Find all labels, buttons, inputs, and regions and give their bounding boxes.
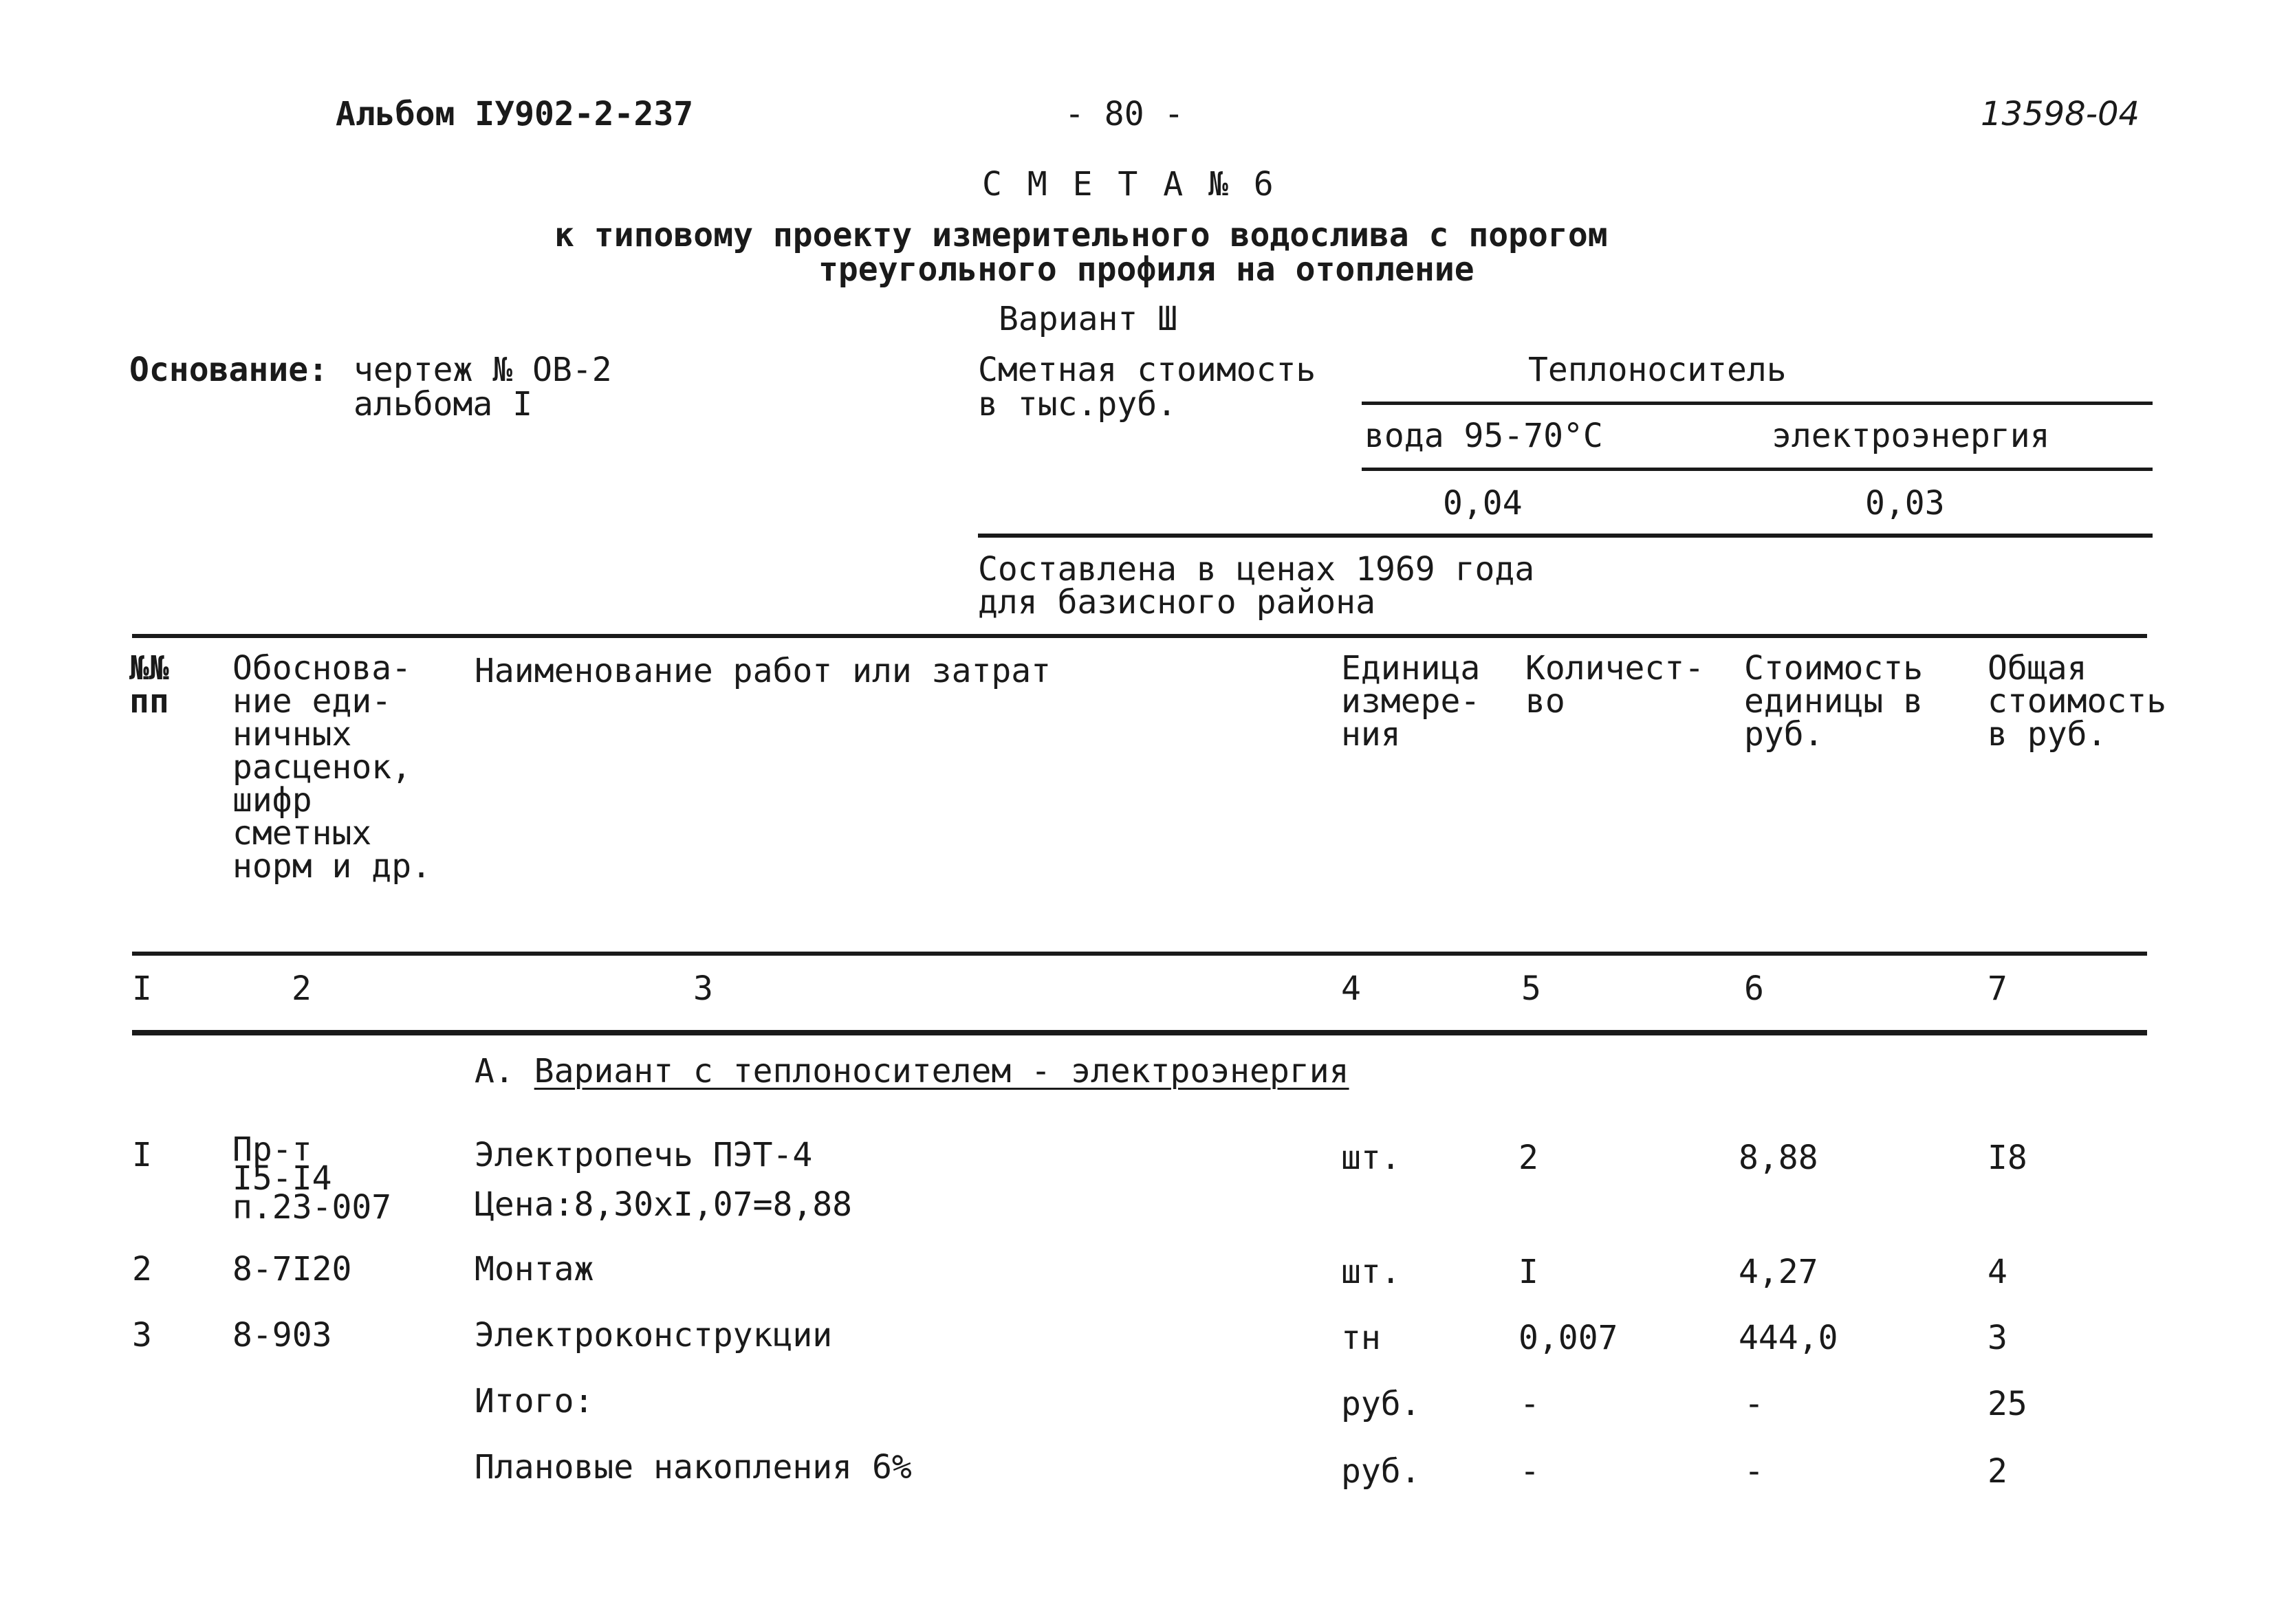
column-number-5: 5 xyxy=(1521,969,1541,1008)
row-1-qty: 2 xyxy=(1519,1139,1538,1177)
carrier-header: Теплоноситель xyxy=(1528,351,1787,389)
column-number-7: 7 xyxy=(1988,969,2007,1008)
carrier-water: вода 95-70°С xyxy=(1364,417,1603,455)
row-1-code-3: п.23-007 xyxy=(232,1188,392,1227)
section-title: Вариант с теплоносителем - электроэнергия xyxy=(534,1052,1349,1090)
prices-line-2: для базисного района xyxy=(978,583,1375,622)
value-electricity: 0,03 xyxy=(1865,484,1945,523)
row-1-unit-price: 8,88 xyxy=(1739,1139,1818,1177)
variant-label: Вариант Ш xyxy=(999,300,1178,338)
row-3-name: Электроконструкции xyxy=(475,1316,833,1354)
basis-album: альбома I xyxy=(353,385,533,424)
row-2-unit-price: 4,27 xyxy=(1739,1253,1818,1291)
page-number: - 80 - xyxy=(1065,95,1184,133)
table-top-rule xyxy=(132,634,2147,638)
album-number: Альбом IУ902-2-237 xyxy=(336,95,694,133)
document-title: С М Е Т А № 6 xyxy=(982,165,1276,204)
carrier-electricity: электроэнергия xyxy=(1772,417,2050,455)
basis-drawing: чертеж № ОВ-2 xyxy=(353,351,612,389)
header-col-6: Стоимость единицы в руб. xyxy=(1744,649,1924,754)
column-number-2: 2 xyxy=(292,969,312,1008)
row-1-code-1: Пр-т xyxy=(232,1130,312,1169)
subtitle-line-2: треугольного профиля на отопление xyxy=(818,250,1474,289)
planned-savings-label: Плановые накопления 6% xyxy=(475,1448,912,1486)
row-3-total: 3 xyxy=(1988,1319,2007,1357)
subtotal-unit-price: - xyxy=(1744,1385,1764,1423)
prices-line-1: Составлена в ценах 1969 года xyxy=(978,550,1535,589)
header-col-7: Общая стоимость в руб. xyxy=(1988,649,2167,754)
numbers-bottom-rule xyxy=(132,1030,2147,1035)
row-1-unit: шт. xyxy=(1341,1139,1401,1177)
header-col-4: Единица измере- ния xyxy=(1341,649,1481,754)
row-3-number: 3 xyxy=(132,1316,152,1354)
subtitle-line-1: к типовому проекту измерительного водослива с порогом xyxy=(554,216,1608,254)
subtotal-qty: - xyxy=(1520,1385,1540,1423)
cost-label-1: Сметная стоимость xyxy=(978,351,1316,389)
planned-savings-total: 2 xyxy=(1988,1452,2007,1491)
header-col-1: №№ пп xyxy=(129,649,169,721)
cost-block-rule xyxy=(978,534,2153,538)
section-heading xyxy=(475,1052,1349,1090)
row-2-qty: I xyxy=(1519,1253,1538,1291)
subtotal-label: Итого: xyxy=(475,1382,594,1420)
row-2-name: Монтаж xyxy=(475,1250,594,1288)
row-3-qty: 0,007 xyxy=(1519,1319,1618,1357)
column-number-6: 6 xyxy=(1744,969,1764,1008)
row-1-price-note: Цена:8,30хI,07=8,88 xyxy=(475,1185,853,1224)
planned-savings-unit-price: - xyxy=(1744,1452,1764,1491)
row-1-code-2: I5-I4 xyxy=(232,1159,332,1198)
column-number-1: I xyxy=(132,969,152,1008)
row-1-name: Электропечь ПЭТ-4 xyxy=(475,1136,813,1174)
subtotal-unit: руб. xyxy=(1341,1385,1421,1423)
header-col-2: Обоснова- ние еди- ничных расценок, шифр сметных норм и др. xyxy=(232,649,431,886)
row-1-total: I8 xyxy=(1988,1139,2027,1177)
carrier-values-rule xyxy=(1362,468,2153,471)
column-number-3: 3 xyxy=(693,969,713,1008)
row-3-unit: тн xyxy=(1341,1319,1381,1357)
carrier-rule xyxy=(1362,402,2153,405)
basis-label: Основание: xyxy=(129,351,328,389)
row-2-total: 4 xyxy=(1988,1253,2007,1291)
document-code: 13598-04 xyxy=(1981,95,2140,133)
header-col-3: Наименование работ или затрат xyxy=(475,652,1052,690)
value-water: 0,04 xyxy=(1443,484,1523,523)
row-2-unit: шт. xyxy=(1341,1253,1401,1291)
row-2-number: 2 xyxy=(132,1250,152,1288)
header-bottom-rule xyxy=(132,952,2147,956)
planned-savings-qty: - xyxy=(1520,1452,1540,1491)
column-number-4: 4 xyxy=(1341,969,1361,1008)
row-3-code: 8-903 xyxy=(232,1316,332,1354)
row-1-number: I xyxy=(132,1136,152,1174)
row-2-code: 8-7I20 xyxy=(232,1250,352,1288)
subtotal-total: 25 xyxy=(1988,1385,2027,1423)
section-prefix: А. xyxy=(475,1052,514,1090)
cost-label-2: в тыс.руб. xyxy=(978,385,1177,424)
row-3-unit-price: 444,0 xyxy=(1739,1319,1838,1357)
header-col-5: Количест- во xyxy=(1525,649,1705,721)
planned-savings-unit: руб. xyxy=(1341,1452,1421,1491)
